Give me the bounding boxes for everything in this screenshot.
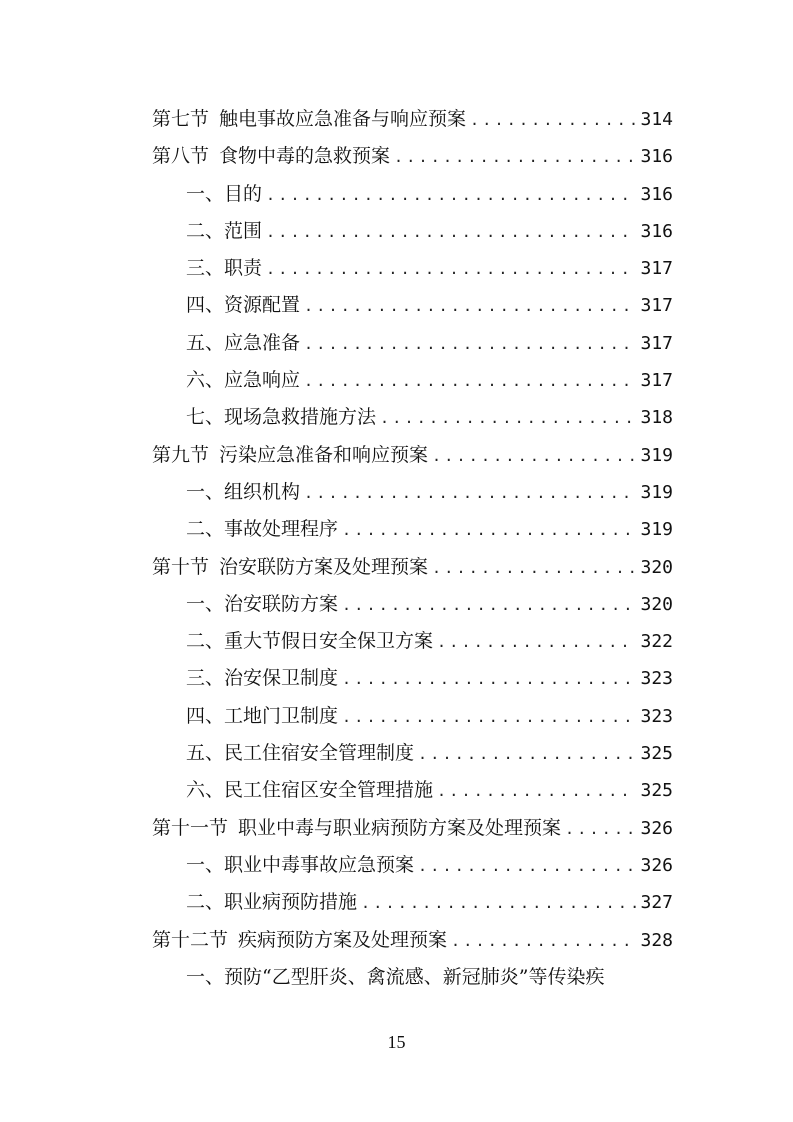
toc-entry-text (186, 959, 604, 996)
toc-entry[interactable] (152, 213, 673, 250)
toc-entry-number: 一、 (186, 480, 225, 503)
toc-entry-page: 323 (640, 705, 673, 727)
toc-entry-text (186, 772, 433, 809)
toc-entry-text (152, 437, 428, 474)
toc-entry-page: 327 (640, 892, 673, 914)
toc-entry-number: 五、 (186, 331, 225, 354)
toc-entry[interactable] (152, 474, 673, 511)
toc-entry-title: 治安联防方案及处理预案 (219, 555, 429, 578)
toc-entry-page: 316 (640, 220, 673, 242)
toc-entry-page: 319 (640, 519, 673, 541)
toc-entry-page: 314 (640, 109, 673, 130)
dot-leader (470, 102, 636, 139)
toc-entry-number: 六、 (186, 369, 225, 392)
toc-entry-number: 二、 (186, 891, 225, 914)
toc-entry-title: 重大节假日安全保卫方案 (224, 630, 434, 653)
toc-entry-page: 322 (640, 631, 673, 653)
toc-entry-page: 323 (640, 668, 673, 690)
dot-leader (342, 587, 636, 624)
dot-leader (394, 139, 636, 176)
toc-entry-text (186, 511, 338, 548)
dot-leader (304, 326, 636, 363)
toc-entry-number: 第十一节 (152, 816, 229, 839)
dot-leader (432, 438, 636, 475)
toc-entry[interactable] (152, 735, 673, 772)
toc-entry-page: 317 (640, 332, 673, 354)
dot-leader (418, 736, 636, 773)
dot-leader (451, 923, 636, 960)
toc-entry-page: 320 (640, 593, 673, 615)
toc-entry-title: 工地门卫制度 (224, 704, 339, 727)
toc-entry-page: 317 (640, 295, 673, 317)
dot-leader (266, 214, 636, 251)
toc-entry[interactable] (152, 511, 673, 548)
toc-entry[interactable] (152, 325, 673, 362)
toc-entry[interactable] (152, 959, 673, 996)
toc-entry-number: 七、 (186, 406, 225, 429)
toc-entry[interactable] (152, 772, 673, 809)
toc-entry-title: 组织机构 (224, 480, 301, 503)
toc-entry-title: 预防“乙型肝炎、禽流感、新冠肺炎”等传染疾 (224, 965, 605, 988)
toc-entry[interactable] (152, 623, 673, 660)
toc-entry-title: 职责 (224, 257, 263, 280)
toc-entry-text (186, 735, 414, 772)
toc-entry[interactable] (152, 847, 673, 884)
dot-leader (432, 550, 636, 587)
toc-entry-title: 治安保卫制度 (224, 667, 339, 690)
dot-leader (418, 848, 636, 885)
dot-leader (266, 177, 636, 214)
dot-leader (342, 699, 636, 736)
toc-entry-number: 四、 (186, 704, 225, 727)
toc-entry-title: 资源配置 (224, 294, 301, 317)
toc-entry[interactable] (152, 176, 673, 213)
toc-entry-number: 第十二节 (152, 928, 229, 951)
toc-entry-number: 第十节 (152, 555, 210, 578)
toc-entry[interactable] (152, 138, 673, 175)
toc-entry-title: 应急准备 (224, 331, 301, 354)
toc-entry-page: 316 (640, 183, 673, 205)
toc-entry-page: 318 (640, 407, 673, 429)
toc-entry-page: 326 (640, 817, 673, 839)
toc-entry-title: 应急响应 (224, 369, 301, 392)
toc-entry[interactable] (152, 698, 673, 735)
toc-entry-text (186, 847, 414, 884)
toc-entry-number: 一、 (186, 592, 225, 615)
toc-entry-page: 326 (640, 854, 673, 876)
dot-leader (304, 288, 636, 325)
toc-entry-number: 一、 (186, 965, 225, 988)
dot-leader (342, 661, 636, 698)
toc-entry-text (152, 549, 428, 586)
toc-entry-title: 治安联防方案 (224, 592, 339, 615)
toc-entry-page: 316 (640, 146, 673, 168)
toc-entry-page: 328 (640, 929, 673, 951)
toc-entry-title: 事故处理程序 (224, 518, 339, 541)
toc-entry-text (186, 474, 300, 511)
dot-leader (342, 512, 636, 549)
toc-entry-title: 食物中毒的急救预案 (219, 145, 391, 168)
dot-leader (437, 624, 636, 661)
toc-entry-title: 民工住宿安全管理制度 (224, 742, 415, 765)
toc-entry-page: 325 (640, 780, 673, 802)
dot-leader (437, 773, 636, 810)
toc-entry-text (186, 884, 357, 921)
toc-entry[interactable] (152, 922, 673, 959)
toc-entry[interactable] (152, 586, 673, 623)
toc-entry-number: 一、 (186, 182, 225, 205)
dot-leader (565, 811, 636, 848)
toc-entry-title: 职业中毒与职业病预防方案及处理预案 (238, 816, 562, 839)
toc-entry-title: 职业中毒事故应急预案 (224, 853, 415, 876)
table-of-contents (152, 101, 673, 996)
toc-entry-text (186, 176, 262, 213)
toc-entry-title: 触电事故应急准备与响应预案 (219, 108, 467, 130)
toc-entry-number: 二、 (186, 518, 225, 541)
toc-entry[interactable] (152, 884, 673, 921)
toc-entry-text (186, 586, 338, 623)
toc-entry-number: 三、 (186, 667, 225, 690)
toc-entry-number: 六、 (186, 779, 225, 802)
toc-entry[interactable] (152, 399, 673, 436)
toc-entry-title: 职业病预防措施 (224, 891, 358, 914)
toc-entry-text (186, 698, 338, 735)
dot-leader (266, 251, 636, 288)
toc-entry-page: 319 (640, 481, 673, 503)
toc-entry[interactable] (152, 362, 673, 399)
dot-leader (380, 400, 636, 437)
toc-entry-page: 319 (640, 444, 673, 466)
toc-entry-title: 污染应急准备和响应预案 (219, 443, 429, 466)
dot-leader (304, 363, 636, 400)
toc-entry-number: 二、 (186, 630, 225, 653)
toc-entry-number: 第九节 (152, 443, 210, 466)
toc-entry[interactable] (152, 549, 673, 586)
toc-entry-number: 五、 (186, 742, 225, 765)
dot-leader (361, 885, 636, 922)
toc-entry-page: 317 (640, 258, 673, 280)
toc-entry-title: 疾病预防方案及处理预案 (238, 928, 448, 951)
toc-entry-text (186, 399, 376, 436)
toc-entry-title: 民工住宿区安全管理措施 (224, 779, 434, 802)
toc-entry-text (186, 660, 338, 697)
toc-entry-title: 现场急救措施方法 (224, 406, 377, 429)
toc-entry-number: 二、 (186, 219, 225, 242)
toc-entry-text (186, 362, 300, 399)
toc-entry-number: 四、 (186, 294, 225, 317)
toc-entry[interactable] (152, 101, 673, 138)
toc-entry-number: 第七节 (152, 108, 210, 130)
toc-entry-text (186, 623, 433, 660)
toc-entry-text (186, 250, 262, 287)
toc-entry-number: 一、 (186, 853, 225, 876)
toc-entry-page: 320 (640, 556, 673, 578)
toc-entry-text (152, 101, 466, 138)
toc-entry-text (152, 810, 561, 847)
dot-leader (304, 475, 636, 512)
toc-entry-page: 325 (640, 743, 673, 765)
page-number: 15 (387, 1032, 406, 1052)
toc-entry[interactable] (152, 437, 673, 474)
toc-entry[interactable] (152, 810, 673, 847)
toc-entry[interactable] (152, 287, 673, 324)
toc-entry[interactable] (152, 250, 673, 287)
toc-entry-text (186, 325, 300, 362)
toc-entry[interactable] (152, 660, 673, 697)
toc-entry-title: 范围 (224, 219, 263, 242)
toc-entry-text (152, 138, 390, 175)
toc-entry-text (152, 922, 447, 959)
toc-entry-text (186, 287, 300, 324)
toc-entry-page: 317 (640, 370, 673, 392)
toc-entry-title: 目的 (224, 182, 263, 205)
toc-entry-number: 第八节 (152, 145, 210, 168)
toc-entry-text (186, 213, 262, 250)
toc-entry-number: 三、 (186, 257, 225, 280)
